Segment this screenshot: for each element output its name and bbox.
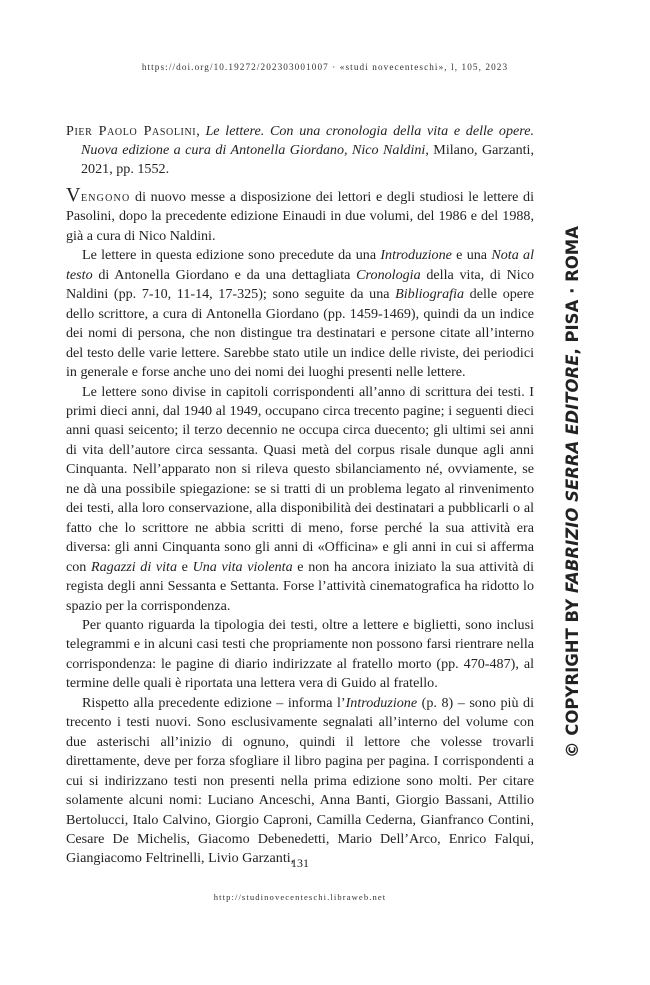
citation-author: Pier Paolo Pasolini <box>66 123 197 139</box>
italic-una-vita-violenta: Una vita violenta <box>192 558 293 575</box>
italic-cronologia: Cronologia <box>356 266 421 283</box>
footer-url: http://studinovecenteschi.libraweb.net <box>213 892 387 902</box>
paragraph-3-text-b: e <box>177 558 193 575</box>
paragraph-2-text-c: di Antonella Giordano e da una dettagliata <box>92 266 357 283</box>
paragraph-2-text-b: e una <box>451 247 492 264</box>
opening-smallcaps: engono <box>80 189 131 205</box>
paragraph-2 <box>66 246 534 382</box>
copyright-place: , PISA · ROMA <box>563 222 583 355</box>
italic-introduzione: Introduzione <box>380 247 452 264</box>
page-number: 131 <box>291 856 309 870</box>
citation-separator: , <box>196 123 206 139</box>
paragraph-2-text-e: delle opere dello scrittore, a cura di Antonella Giordano (pp. 1459-1469), quindi da un indice dei nomi di persona, che non distingue tra destinatari e persone citate all’interno del testo delle varie lettere. Sarebbe stato utile un indice delle riviste, dei periodici in generale e forse anche uno dei nomi dei luoghi presenti nelle lettere. <box>66 286 534 381</box>
italic-bibliografia: Bibliografia <box>395 286 465 303</box>
italic-nota-al-testo: Nota al testo <box>66 247 534 283</box>
running-head-text: https://doi.org/10.19272/202303001007 · «studi novecenteschi», l, 105, 2023 <box>141 62 509 72</box>
running-header <box>0 62 650 72</box>
dropcap: V <box>66 184 81 206</box>
paragraph-4-text: Per quanto riguarda la tipologia dei testi, oltre a lettere e biglietti, sono inclusi telegrammi e in alcuni casi testi che propriamente non possono farsi rientrare nella corrispondenza: le pagine di diario indirizzate al fratello morto (pp. 470-487), al termine delle quali è riportata una lettera vera di Guido al fratello. <box>66 616 534 692</box>
citation-publisher: , Milano, Garzanti, 2021, pp. 1552. <box>81 142 534 177</box>
copyright-publisher: FABRIZIO SERRA EDITORE <box>563 347 583 594</box>
italic-introduzione-2: Introduzione <box>345 694 418 711</box>
copyright-notice <box>557 222 587 762</box>
italic-ragazzi-di-vita: Ragazzi di vita <box>91 558 178 575</box>
copyright-text <box>563 222 583 758</box>
paragraph-2-text-a: Le lettere in questa edizione sono precedute da una <box>82 247 381 264</box>
copyright-vertical-svg <box>557 222 587 762</box>
paragraph-5-text-b: (p. 8) – sono più di trecento i testi nuovi. Sono esclusivamente segnalati all’interno del volume con due asterischi all’inizio di ognuno, quindi il lettore che volesse trovarli direttamente, deve per forza sfogliare il libro pagina per pagina. I corrispondenti a cui si indirizzano testi non presenti nella prima edizione sono molti. Per citare solamente alcuni nomi: Luciano Anceschi, Anna Banti, Giorgio Bassani, Attilio Bertolucci, Italo Calvino, Giorgio Caproni, Camilla Cederna, Gianfranco Contini, Cesare De Michelis, Giacomo Debenedetti, Mario Dell’Arco, Enrico Falqui, Giangiacomo Feltrinelli, Livio Garzanti, <box>66 694 534 867</box>
paragraph-5 <box>66 694 534 869</box>
paragraph-5-text-a: Rispetto alla precedente edizione – informa l’ <box>82 694 346 711</box>
bibliographic-citation <box>66 122 534 179</box>
paragraph-1 <box>66 184 534 246</box>
paragraph-3-text-c: e non ha ancora iniziato la sua attività di regista degli anni Sessanta e Settanta. Forse l’attività cinematografica ha ridotto lo spazio per la corrispondenza. <box>66 558 534 614</box>
citation-text <box>66 122 534 179</box>
paragraph-4 <box>66 616 534 694</box>
paragraph-3 <box>66 383 534 616</box>
paragraph-1-text: di nuovo messe a disposizione dei lettori e degli studiosi le lettere di Pasolini, dopo la precedente edizione Einaudi in due volumi, del 1986 e del 1988, già a cura di Nico Naldini. <box>66 189 534 244</box>
copyright-prefix: © COPYRIGHT BY <box>563 588 583 758</box>
review-body <box>66 184 535 869</box>
citation-title: Le lettere. Con una cronologia della vita e delle opere. Nuova edizione a cura di Antonella Giordano, Nico Naldini <box>81 123 534 158</box>
paragraph-2-text-d: della vita, di Nico Naldini (pp. 7-10, 11-14, 17-325); sono seguite da una <box>66 266 535 303</box>
paragraph-3-text-a: Le lettere sono divise in capitoli corrispondenti all’anno di scrittura dei testi. I primi dieci anni, dal 1940 al 1949, occupano circa trecento pagine; i seguenti dieci anni quasi seicento; il terzo decennio ne occupa circa duecento; gli ultimi sei anni di vita dell’autore circa sessanta. Quasi metà del corpus risale dunque agli anni Cinquanta. Nell’apparato non si rileva questo sbilanciamento né, ovviamente, se ne dà una possibile spiegazione: se si tratti di un problema legato al rinvenimento dei testi, alla loro conservazione, alla disponibilità dei destinatari a pubblicarli o al fatto che lo scrittore ne abbia scritti di meno, forse perché la sua attività era diversa: gli anni Cinquanta sono gli anni di «Officina» e gli anni in cui si afferma con <box>66 383 534 575</box>
